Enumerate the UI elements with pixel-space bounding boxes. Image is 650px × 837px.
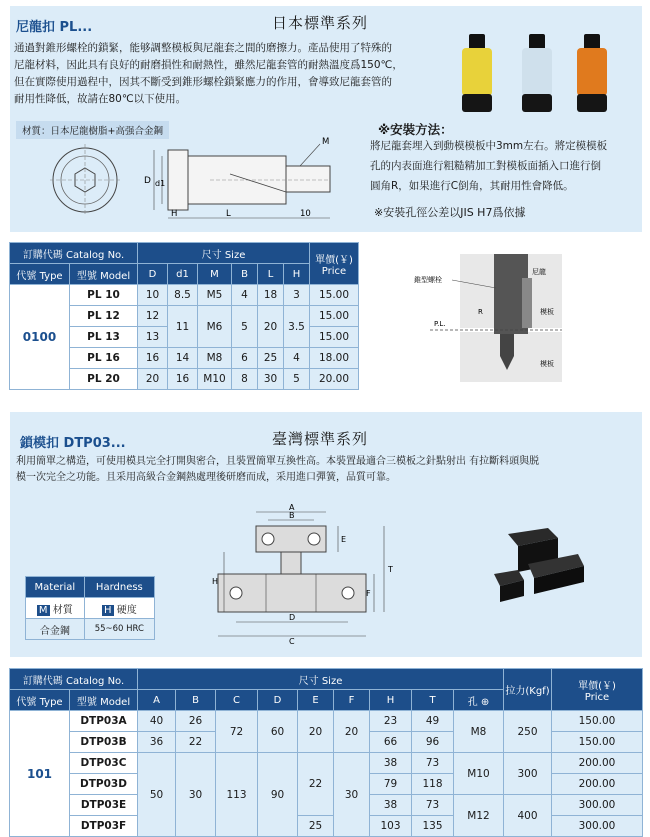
dim-10: 10	[300, 209, 311, 219]
table-row: 101 DTP03A 40 26 72 60 20 20 23 49 M8 250 150.00	[10, 711, 643, 732]
header-size: 尺寸 Size	[138, 243, 310, 264]
pl-section	[10, 6, 642, 232]
table-row: DTP03C 50 30 113 90 22 30 38 73 M10 300 200.00	[10, 753, 643, 774]
table-row: PL 12 12 11 M6 5 20 3.5 15.00	[10, 306, 359, 327]
type-code: 0100	[10, 285, 70, 390]
pl-description: 通過對錐形螺栓的鎖緊，能够調整模板與尼龍套之間的磨擦力。產品使用了特殊的 尼龍材料，因此具有良好的耐磨損性和耐熱性，雖然尼龍套管的耐熱溫度爲150℃， 但在實際使用過程中，因其不斷受到錐形螺栓鎖緊應力的作用，會導致尼龍套管的 耐用性降低，故請在80℃以下使用。	[14, 42, 403, 105]
svg-text:T: T	[388, 565, 393, 574]
header-B: B	[232, 264, 258, 285]
pl-spec-table	[9, 242, 359, 390]
header-type: 代號 Type	[10, 690, 70, 711]
header-catalog: 訂購代碼 Catalog No.	[10, 669, 138, 690]
table-row: DTP03F 25 103 135 300.00	[10, 816, 643, 837]
label-plate-top: 模板	[540, 308, 554, 316]
header-hole: 孔 ⊕	[454, 690, 504, 711]
header-model: 型號 Model	[70, 264, 138, 285]
dim-M: M	[322, 137, 330, 147]
table-row: PL 16 16 14 M8 6 25 4 18.00	[10, 348, 359, 369]
svg-text:C: C	[289, 637, 295, 646]
header-type: 代號 Type	[10, 264, 70, 285]
pl-series: 日本標準系列	[272, 14, 369, 32]
dtp-product-photo	[488, 524, 588, 614]
install-note: ※安裝孔徑公差以JIS H7爲依據	[374, 206, 526, 219]
label-nylon: 尼龍	[532, 268, 546, 276]
pl-title: 尼龍扣 PL...	[16, 20, 93, 35]
header-size: 尺寸 Size	[138, 669, 504, 690]
header-price: 單價(￥) Price	[310, 243, 359, 285]
header-force: 拉力(Kgf)	[504, 669, 552, 711]
label-r: R	[478, 308, 483, 316]
dtp-section	[10, 412, 642, 657]
install-method-text: 將尼龍套埋入到動模模板中3mm左右。將定模模板 孔的内表面進行粗糙精加工對模板面插入口進行倒 圓角R，如果進行C倒角，其耐用性會降低。	[370, 140, 608, 192]
header-model: 型號 Model	[70, 690, 138, 711]
dim-D: D	[144, 176, 151, 186]
yellow-plug	[462, 34, 492, 112]
table-row: DTP03D 79 118 200.00	[10, 774, 643, 795]
label-plate-bottom: 模板	[540, 360, 554, 368]
hole-symbol-icon: ⊕	[480, 696, 490, 708]
dtp-series: 臺灣標準系列	[272, 430, 369, 448]
dim-d1: d1	[155, 179, 166, 188]
svg-text:A: A	[289, 503, 295, 512]
dtp-title: 鎖模扣 DTP03...	[20, 436, 126, 451]
header-D: D	[138, 264, 168, 285]
table-row: DTP03E 38 73 M12 400 300.00	[10, 795, 643, 816]
svg-text:D: D	[289, 613, 296, 622]
svg-text:F: F	[366, 589, 371, 598]
dtp-technical-drawing	[206, 498, 406, 648]
pl-install-diagram	[410, 248, 570, 384]
orange-plug	[577, 34, 607, 112]
label-bolt: 錐型螺栓	[414, 276, 442, 284]
table-row: DTP03B 36 22 66 96 150.00	[10, 732, 643, 753]
header-H: H	[284, 264, 310, 285]
dim-H: H	[171, 209, 178, 219]
svg-text:H: H	[212, 577, 219, 586]
svg-text:B: B	[289, 511, 295, 520]
pl-technical-drawing	[50, 136, 350, 228]
dtp-description: 利用簡單之構造，可使用模具完全打開與密合，且裝置簡單互換性高。本裝置最適合三模板之針點射出 有拉斷料頭與脱 模一次完全之功能。且采用高級合金鋼熱處理後研磨而成，采用進口彈簧，品質可靠。	[16, 456, 540, 483]
header-price: 單價(￥) Price	[552, 669, 643, 711]
header-L: L	[258, 264, 284, 285]
material-hardness-table: Material Hardness M 材質 H 硬度 合金鋼 55~60 HRC	[25, 576, 155, 640]
header-catalog: 訂購代碼 Catalog No.	[10, 243, 138, 264]
label-pl: P.L.	[434, 320, 446, 328]
dim-L: L	[226, 209, 231, 219]
pl-material: 材質：日本尼龍樹脂+高强合金鋼	[16, 121, 169, 139]
install-method-title: ※安裝方法：	[378, 122, 453, 137]
header-M: M	[198, 264, 232, 285]
svg-text:E: E	[341, 535, 347, 544]
table-row: 0100 PL 10 10 8.5 M5 4 18 3 15.00	[10, 285, 359, 306]
table-row: PL 13 13 15.00	[10, 327, 359, 348]
type-code: 101	[10, 711, 70, 837]
pl-product-photo	[446, 32, 636, 122]
dtp-spec-table: 訂購代碼 Catalog No. 尺寸 Size 拉力(Kgf) 單價(￥) Price 代號 Type 型號 Model A B C D E F H T 孔 ⊕ 101 DTP03A 40 26 72 60 20 20 23 49 M8 250 150.00 DTP03B 36 22 66 96 150.00 DTP03C 50 30 113 90 22 30 38 73 M10 300 200.00 DTP03D 79 118 200.00 DTP03E 38 73 M12 400 300.00 DTP03F 25 103 135 300.00	[9, 668, 643, 837]
table-row: PL 20 20 16 M10 8 30 5 20.00	[10, 369, 359, 390]
header-d1: d1	[168, 264, 198, 285]
white-plug	[522, 34, 552, 112]
